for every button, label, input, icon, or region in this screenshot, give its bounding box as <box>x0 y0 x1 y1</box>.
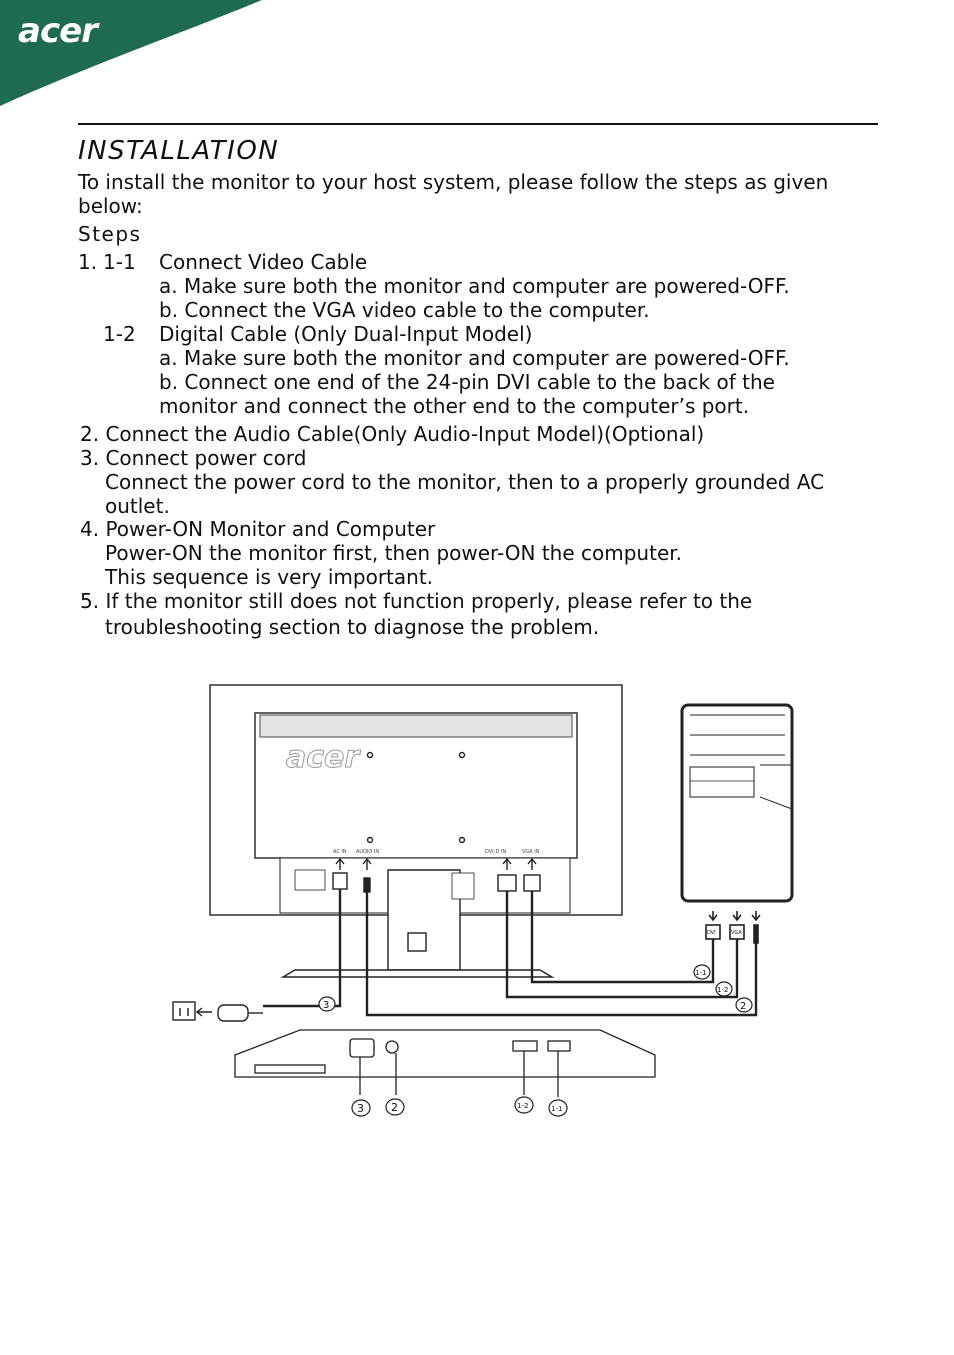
step-1-1-b: b. Connect the VGA video cable to the computer. <box>159 298 650 322</box>
monitor-vga-connector <box>524 875 540 891</box>
pc-port-label-vga: VGA <box>731 930 742 936</box>
port-label-ac-in: AC IN <box>333 849 347 855</box>
callout-1-2-bottom: 1-2 <box>517 1102 529 1110</box>
step-1-number: 1. <box>78 250 98 274</box>
monitor-audio-connector <box>364 878 370 892</box>
pc-drive-bay <box>690 767 754 797</box>
step-3-title: 3. Connect power cord <box>80 446 307 470</box>
monitor-ac-connector <box>333 873 347 889</box>
step-5-line2: troubleshooting section to diagnose the problem. <box>105 615 600 639</box>
step-1-1-a: a. Make sure both the monitor and computer are powered-OFF. <box>159 274 790 298</box>
step-1-2-b-line2: monitor and connect the other end to the computer’s port. <box>159 394 750 418</box>
step-3-line1: Connect the power cord to the monitor, then to a properly grounded AC <box>105 470 825 494</box>
monitor-dvi-connector <box>498 875 516 891</box>
acer-logo: acer <box>18 11 97 51</box>
step-1-2-code: 1-2 <box>103 322 136 346</box>
step-4-title: 4. Power-ON Monitor and Computer <box>80 517 436 541</box>
step-1-1-title: Connect Video Cable <box>159 250 368 274</box>
brand-header-swoosh <box>0 0 270 110</box>
step-4-line1: Power-ON the monitor first, then power-ON the computer. <box>105 541 682 565</box>
header-rule <box>78 123 878 125</box>
step-2-title: 2. Connect the Audio Cable(Only Audio-Input Model)(Optional) <box>80 422 705 446</box>
bottom-ac-socket <box>350 1039 374 1057</box>
step-5-line1: 5. If the monitor still does not function properly, please refer to the <box>80 589 753 613</box>
bottom-dvi-socket <box>513 1041 537 1051</box>
intro-paragraph: To install the monitor to your host system, please follow the steps as given below: <box>78 170 829 218</box>
callout-1-1-cable: 1-1 <box>695 969 707 977</box>
wall-outlet <box>173 1002 195 1020</box>
step-1-2-a: a. Make sure both the monitor and computer are powered-OFF. <box>159 346 790 370</box>
bottom-vga-socket <box>548 1041 570 1051</box>
step-3-line2: outlet. <box>105 494 170 518</box>
callout-1-2-cable: 1-2 <box>717 986 729 994</box>
section-title: INSTALLATION <box>78 136 280 166</box>
step-4-line2: This sequence is very important. <box>105 565 434 589</box>
monitor-stand-base <box>283 970 552 977</box>
callout-3-cable: 3 <box>323 1000 330 1011</box>
connection-diagram <box>160 675 820 1125</box>
port-label-audio-in: AUDIO IN <box>356 849 380 855</box>
steps-heading: Steps <box>78 222 142 246</box>
power-plug <box>218 1005 248 1021</box>
monitor-rear-logo: acer <box>286 740 360 775</box>
step-1-2-title: Digital Cable (Only Dual-Input Model) <box>159 322 533 346</box>
bottom-audio-jack <box>386 1041 398 1053</box>
callout-2-cable: 2 <box>740 1001 747 1012</box>
callout-2-bottom: 2 <box>391 1101 398 1114</box>
step-1-1-code: 1-1 <box>103 250 136 274</box>
pc-audio-port <box>754 925 758 943</box>
callout-3-bottom: 3 <box>357 1102 364 1115</box>
step-1-2-b-line1: b. Connect one end of the 24-pin DVI cable to the back of the <box>159 370 775 394</box>
callout-1-1-bottom: 1-1 <box>551 1105 563 1113</box>
monitor-vent-strip <box>260 715 572 737</box>
port-label-dvi-in: DVI-D IN <box>485 849 507 855</box>
pc-port-label-dvi: DVI <box>707 930 716 936</box>
monitor-stand-neck <box>388 870 460 970</box>
port-label-vga-in: VGA IN <box>522 849 540 855</box>
